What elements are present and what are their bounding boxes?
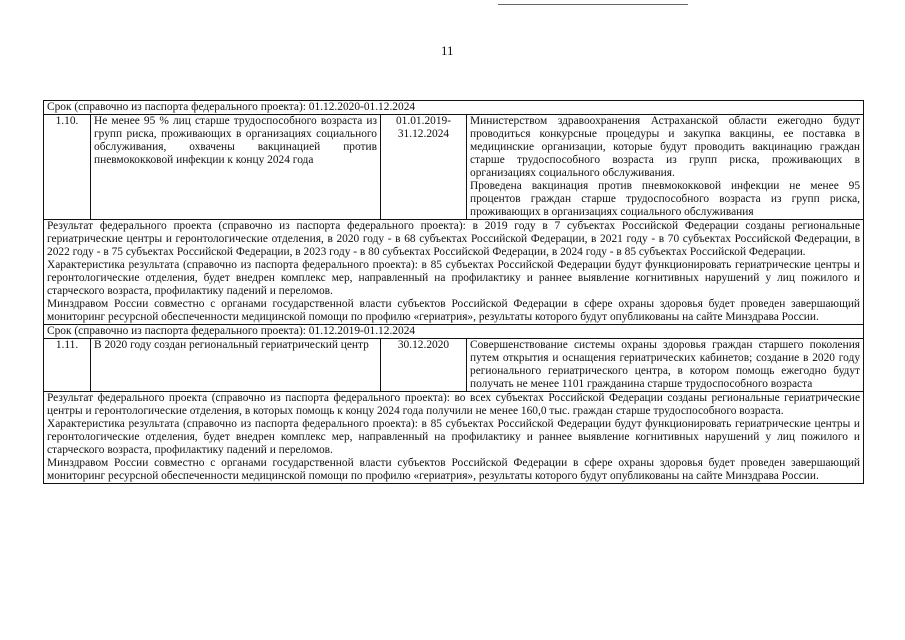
item-description xyxy=(467,115,864,220)
term-cell: Срок (справочно из паспорта федерального проекта): 01.12.2019-01.12.2024 xyxy=(44,325,864,339)
result-paragraph: Результат федерального проекта (справочно из паспорта федерального проекта): во всех субъектах Российской Федерации созданы региональные гериатрические центры и геронтологические отделения, в которых помощь к концу 2024 года получили не менее 160,0 тыс. граждан старше трудоспособного возраста. xyxy=(47,392,861,417)
results-table xyxy=(43,100,864,484)
characteristic-paragraph: Характеристика результата (справочно из паспорта федерального проекта): в 85 субъектах Российской Федерации будут функционировать гериатрические центры и геронтологические отделения, будет внедрен комплекс мер, направленный на профилактику и раннее выявление когнитивных нарушений у лиц пожилого и старческого возраста, профилактику падений и переломов. xyxy=(47,259,861,297)
result-cell xyxy=(44,220,864,325)
result-cell xyxy=(44,392,864,484)
item-date: 01.01.2019-31.12.2024 xyxy=(381,115,467,220)
result-paragraph: Результат федерального проекта (справочно из паспорта федерального проекта): в 2019 году в 7 субъектах Российской Федерации созданы региональные гериатрические центры и геронтологические отделения, в 2020 году - в 68 субъектах Российской Федерации, в 2021 году - в 70 субъектах Российской Федерации, в 2022 году - в 75 субъектах Российской Федерации, в 2023 году - в 80 субъектах Российской Федерации, в 2024 году - в 85 субъектах Российской Федерации. xyxy=(47,220,861,258)
result-row xyxy=(44,220,864,325)
table-row xyxy=(44,339,864,392)
term-row xyxy=(44,325,864,339)
page-number: 11 xyxy=(441,43,454,58)
term-row xyxy=(44,101,864,115)
characteristic-paragraph: Характеристика результата (справочно из паспорта федерального проекта): в 85 субъектах Российской Федерации будут функционировать гериатрические центры и геронтологические отделения, будет внедрен комплекс мер, направленный на профилактику и раннее выявление когнитивных нарушений у лиц пожилого и старческого возраста, профилактику падений и переломов. xyxy=(47,418,861,456)
description-paragraph: Проведена вакцинация против пневмококковой инфекции не менее 95 процентов граждан старше трудоспособного возраста из групп риска, проживающих в организациях социального обслуживания xyxy=(470,180,861,218)
item-description xyxy=(467,339,864,392)
monitoring-paragraph: Минздравом России совместно с органами государственной власти субъектов Российской Федерации в сфере охраны здоровья будет проведен завершающий мониторинг ресурсной обеспеченности медицинской помощи по профилю «гериатрия», результаты которого будут опубликованы на сайте Минздрава России. xyxy=(47,298,861,323)
item-goal: В 2020 году создан региональный гериатрический центр xyxy=(91,339,381,392)
item-goal: Не менее 95 % лиц старше трудоспособного возраста из групп риска, проживающих в организациях социального обслуживания, охвачены вакцинацией против пневмококковой инфекции к концу 2024 года xyxy=(91,115,381,220)
table-row xyxy=(44,115,864,220)
result-row xyxy=(44,392,864,484)
item-number: 1.10. xyxy=(44,115,91,220)
description-paragraph: Министерством здравоохранения Астраханской области ежегодно будут проводиться конкурсные процедуры и закупка вакцины, ее поставка в медицинские организации, которые будут проводить вакцинацию граждан старше трудоспособного возраста из групп риска, проживающих в организациях социального обслуживания. xyxy=(470,115,861,179)
item-date: 30.12.2020 xyxy=(381,339,467,392)
term-cell: Срок (справочно из паспорта федерального проекта): 01.12.2020-01.12.2024 xyxy=(44,101,864,115)
description-paragraph: Совершенствование системы охраны здоровья граждан старшего поколения путем открытия и оснащения гериатрических кабинетов; создание в 2020 году регионального гериатрического центра, в котором помощь ежегодно будут получать не менее 1101 гражданина старше трудоспособного возраста xyxy=(470,339,861,390)
header-rule xyxy=(498,4,688,5)
monitoring-paragraph: Минздравом России совместно с органами государственной власти субъектов Российской Федерации в сфере охраны здоровья будет проведен завершающий мониторинг ресурсной обеспеченности медицинской помощи по профилю «гериатрия», результаты которого будут опубликованы на сайте Минздрава России. xyxy=(47,457,861,482)
item-number: 1.11. xyxy=(44,339,91,392)
